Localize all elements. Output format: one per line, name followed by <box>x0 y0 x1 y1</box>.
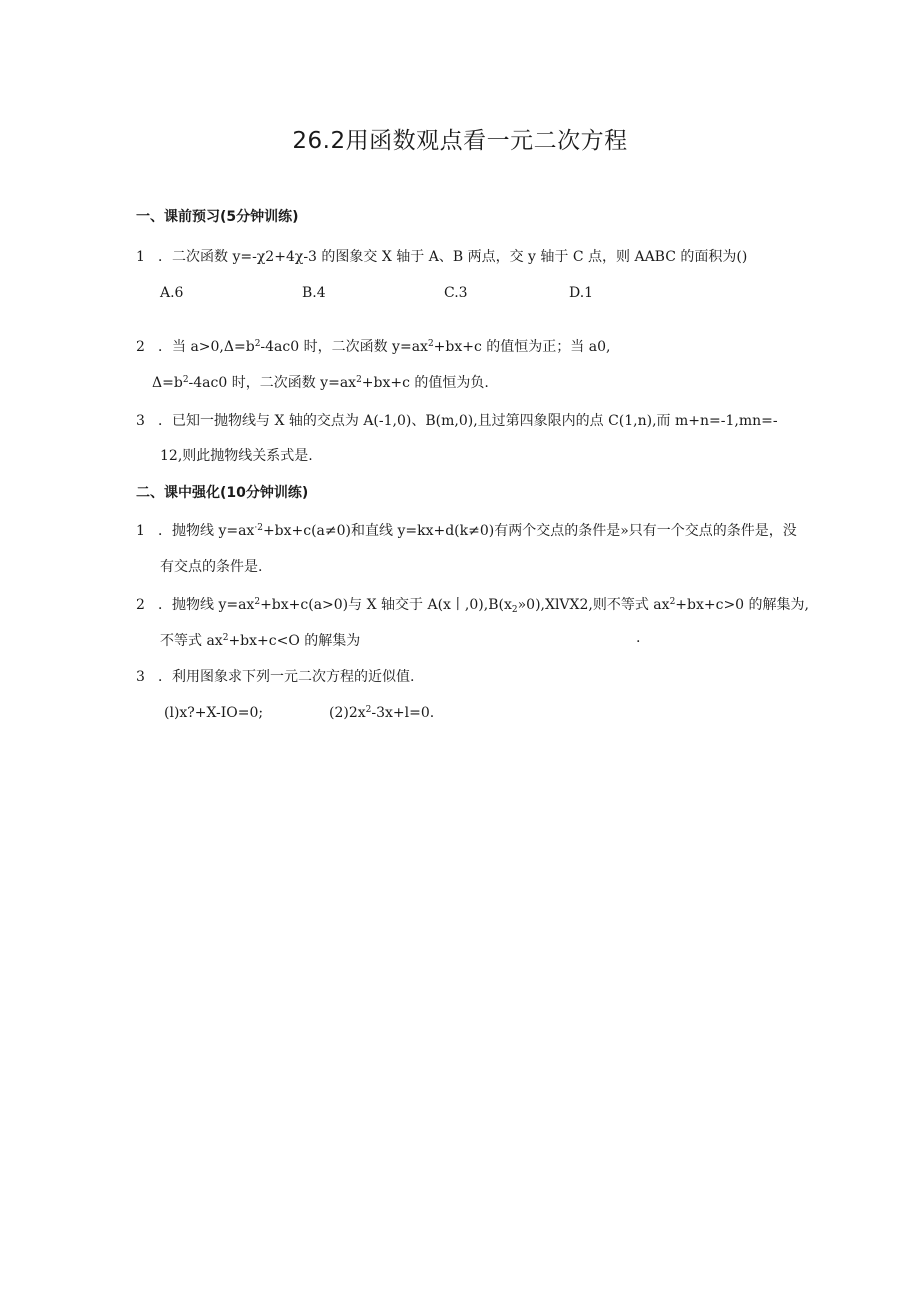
superscript: 2 <box>254 339 261 349</box>
text-part: +bx+c 的值恒为负. <box>361 375 489 391</box>
superscript: 2 <box>365 705 372 715</box>
text-part: Δ=b <box>152 375 183 391</box>
section-heading-practice: 二、课中强化(10分钟训练) <box>136 485 309 501</box>
superscript: 2 <box>254 597 261 607</box>
text-part: +bx+c(a>0)与 X 轴交于 A(x丨,0),B(x <box>260 597 512 613</box>
question-2-2-line2 <box>160 630 360 650</box>
option-b: B.4 <box>302 285 326 301</box>
text-part: +bx+c<O 的解集为 <box>228 633 361 649</box>
answer-blank-end: . <box>636 630 641 646</box>
question-number: 2 <box>136 597 145 613</box>
question-2-1-line2: 有交点的条件是. <box>160 559 263 575</box>
page-title: 26.2用函数观点看一元二次方程 <box>292 128 628 154</box>
question-1-2-line2 <box>152 372 489 392</box>
question-number: 1 <box>136 249 145 265</box>
text-part: (2)2x <box>329 705 366 721</box>
subscript: 2 <box>511 605 518 615</box>
text-part: +bx+c(a≠0)和直线 y=kx+d(k≠0)有两个交点的条件是»只有一个交点的条件是，没 <box>262 523 797 539</box>
option-c: C.3 <box>444 285 468 301</box>
text-part: +bx+c 的值恒为正；当 a0, <box>433 339 611 355</box>
question-2-3 <box>136 666 414 686</box>
question-1-3-line2: 12,则此抛物线关系式是. <box>160 448 313 464</box>
text-part: -4ac0 时，二次函数 y=ax <box>260 339 428 355</box>
question-number: 3 <box>136 669 145 685</box>
text-part: »0),XlVX2,则不等式 ax <box>517 597 670 613</box>
question-1-2-line1 <box>136 336 610 356</box>
question-2-2-line1 <box>136 594 809 614</box>
text-part: -4ac0 时，二次函数 y=ax <box>188 375 357 391</box>
superscript: 2 <box>356 375 362 385</box>
question-2-1-line1 <box>136 520 797 540</box>
question-number: 2 <box>136 339 145 355</box>
text-part: ．当 a>0,Δ=b <box>158 339 255 355</box>
superscript: 2 <box>669 597 676 607</box>
section-heading-preview: 一、课前预习(5分钟训练) <box>136 209 299 225</box>
superscript: 2 <box>182 375 189 385</box>
option-a: A.6 <box>160 285 184 301</box>
text-part: ．抛物线 y=ax <box>158 597 255 613</box>
question-1-1 <box>136 246 747 266</box>
question-text: ．已知一抛物线与 X 轴的交点为 A(-1,0)、B(m,0),且过第四象限内的点 C(1,n),而 m+n=-1,mn=- <box>158 413 778 429</box>
superscript: 2 <box>427 339 434 349</box>
equation-1: (l)x?+X-IO=0; <box>164 705 264 721</box>
question-text: ．利用图象求下列一元二次方程的近似值. <box>158 669 415 685</box>
equation-2 <box>329 705 434 721</box>
superscript: 2 <box>222 633 229 643</box>
option-d: D.1 <box>569 285 594 301</box>
question-number: 1 <box>136 523 145 539</box>
question-1-3-line1 <box>136 410 778 430</box>
question-number: 3 <box>136 413 145 429</box>
question-text: ．二次函数 y=-χ2+4χ-3 的图象交 X 轴于 A、B 两点，交 y 轴于 C 点，则 AABC 的面积为() <box>158 249 748 265</box>
text-part: ．抛物线 y=ax <box>158 523 255 539</box>
text-part: +bx+c>0 的解集为, <box>675 597 809 613</box>
superscript: ·2 <box>254 523 263 533</box>
text-part: -3x+l=0. <box>371 705 435 721</box>
text-part: 不等式 ax <box>160 633 223 649</box>
